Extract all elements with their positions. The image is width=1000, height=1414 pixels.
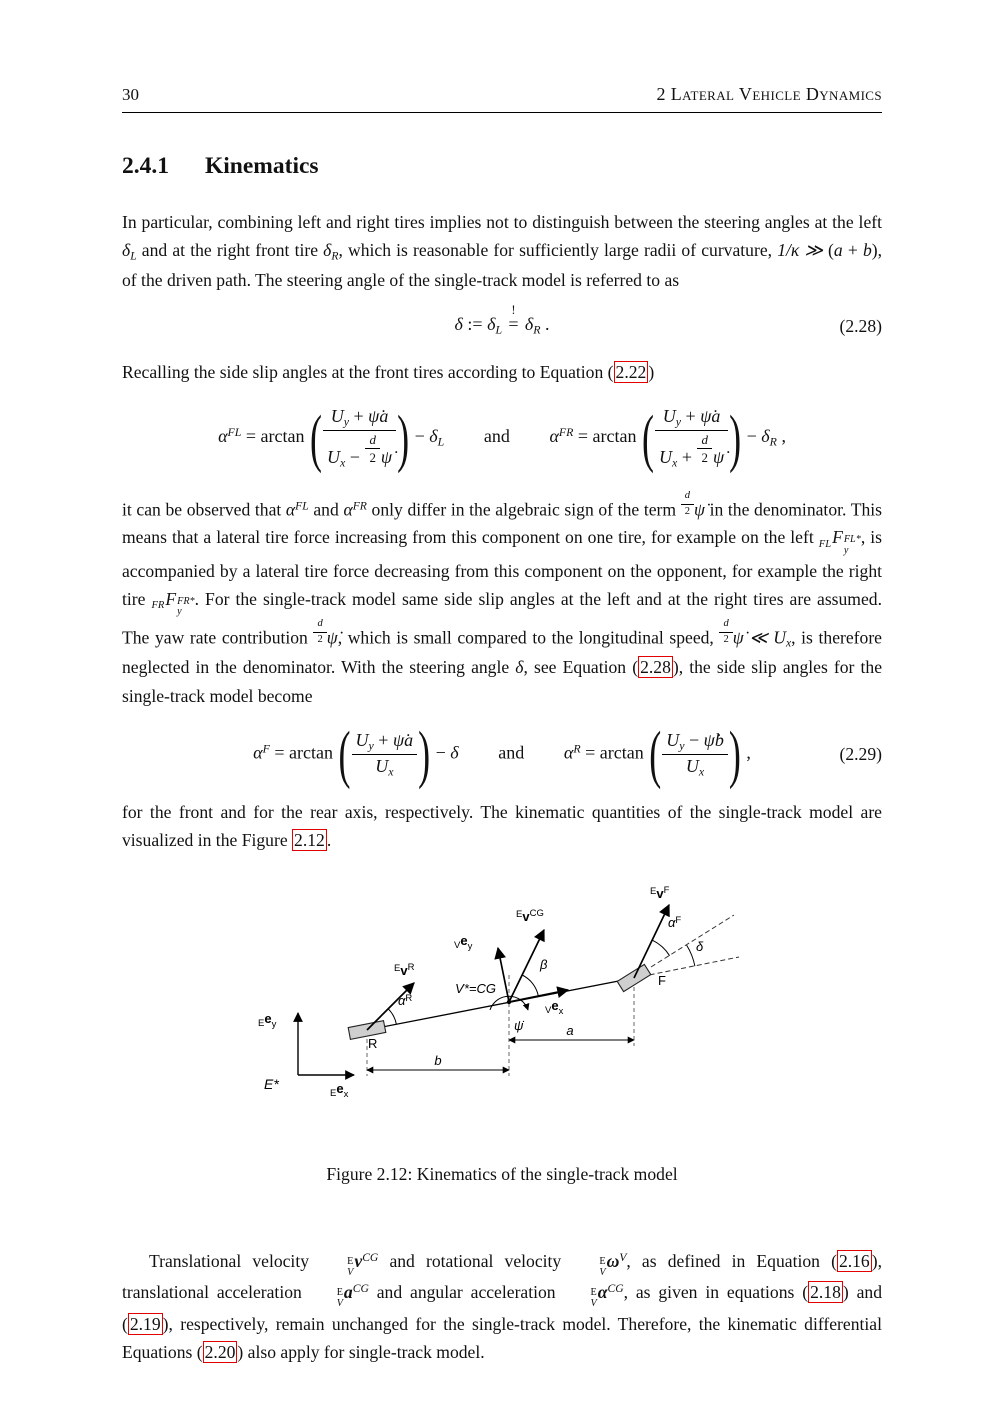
math-prescripts (310, 1288, 343, 1309)
fraction-denominator (365, 449, 379, 466)
math-italic-run: ψ̇ (712, 447, 725, 468)
dimension-a-label: a (566, 1022, 574, 1038)
vehicle-body-line (367, 978, 634, 1030)
math-subscript: y (343, 414, 350, 429)
fraction-numerator (697, 432, 711, 450)
alpha-rear-label: $\alpha^R$ (398, 992, 413, 1008)
rear-velocity-vector (367, 983, 414, 1030)
math-subscript: L (437, 434, 445, 449)
equation-2-29-body (184, 718, 820, 790)
text-run: = arctan (241, 426, 309, 447)
cg-point (507, 999, 511, 1003)
text-run: and angular acceleration (368, 1282, 564, 1303)
fraction-denominator (681, 505, 694, 519)
front-velocity-label: $^Ev^F$ (650, 884, 670, 901)
vehicle-x-axis-vector (509, 990, 568, 1002)
math-italic-run: δ (761, 426, 770, 447)
math-subscript: R (533, 322, 541, 337)
prescript-bottom: V (336, 1298, 343, 1310)
math-italic-run: U (330, 406, 344, 427)
stack-superscript: FR* (177, 595, 195, 607)
equation-ref[interactable]: 2.12 (294, 830, 325, 851)
big-parenthesis: ) (418, 718, 431, 790)
big-parenthesis: ) (728, 718, 741, 790)
equation-front-slip (122, 401, 882, 474)
math-italic-run: d (684, 489, 690, 501)
text-run: − (345, 447, 365, 468)
math-italic-run: d (369, 431, 376, 447)
fraction-numerator (681, 490, 694, 505)
text-run: . For the single-track model same side slip angles at the left and at the right tires are assumed. The yaw rate contribution (122, 588, 882, 648)
math-subscript: x (672, 455, 678, 470)
text-run: , is therefore neglected in the denominator. With the steering angle (122, 627, 882, 678)
text-run: and (483, 426, 510, 447)
big-parenthesis: ) (397, 401, 410, 474)
math-italic-run: U (355, 729, 369, 750)
text-run: = arctan (269, 742, 338, 763)
overset-top: ! (511, 303, 516, 317)
text-run: In particular, combining left and right tires implies not to distinguish between the steering angles at the left (122, 212, 882, 232)
rear-velocity-label: $^Ev^R$ (394, 961, 415, 978)
big-parenthesis: ( (310, 401, 322, 474)
math-pre-subscript: FR (151, 600, 165, 612)
section-heading (122, 153, 882, 180)
math-superscript: FR (558, 425, 574, 440)
text-run: . (326, 830, 332, 851)
kinematics-diagram (252, 883, 752, 1123)
fraction-denominator (697, 449, 711, 466)
fraction-denominator (719, 633, 732, 647)
prescript-bottom: V (347, 1266, 354, 1278)
text-run: ( (828, 240, 834, 261)
math-bold-run: α (597, 1282, 608, 1303)
fraction-numerator (352, 730, 418, 755)
fraction (719, 618, 732, 646)
figure-caption: Figure 2.12: Kinematics of the single-track model (326, 1163, 678, 1184)
text-run: ) and ( (122, 1282, 883, 1334)
beta-arc (522, 975, 538, 996)
earth-frame-axes (298, 1013, 354, 1075)
math-superscript: R (573, 741, 581, 756)
text-run: 2 (701, 450, 708, 466)
text-run: , which is small compared to the longitudinal speed, (337, 627, 720, 648)
equation-front-slip-body (184, 401, 820, 474)
math-sup-sub-stack (177, 597, 195, 618)
equation-2-28-number: (2.28) (839, 315, 882, 336)
math-superscript: V (619, 1250, 627, 1264)
text-run: 2 (369, 450, 376, 466)
math-italic-run: δ (524, 314, 534, 335)
math-italic-run: d (317, 618, 323, 630)
math-italic-run: U (662, 406, 676, 427)
prescript-top: E (590, 1287, 597, 1299)
equation-2-28-body (184, 303, 820, 338)
text-run: + (677, 447, 697, 468)
prescript-bottom: V (590, 1298, 597, 1310)
rear-axle-label: R (368, 1035, 378, 1051)
equation-ref[interactable]: 2.16 (838, 1250, 870, 1271)
text-run: − (410, 426, 430, 447)
text-run: − (431, 742, 451, 763)
text-run: + (349, 406, 369, 427)
math-prescripts (563, 1288, 596, 1309)
fraction (662, 730, 728, 779)
math-italic-run: b (862, 240, 872, 261)
math-italic-run: ψ̇a (392, 729, 414, 750)
math-italic-run: ψ̇a (700, 406, 721, 427)
text-run: ), translational acceleration (122, 1250, 882, 1303)
big-parenthesis: ( (642, 401, 655, 474)
paragraph-axes (122, 798, 882, 854)
math-italic-run: δ (450, 742, 459, 763)
text-run: 2 (684, 505, 690, 517)
math-italic-run: ψ̇ ≪ U (732, 627, 786, 648)
vehicle-x-axis-label: $_Ve_x$ (545, 997, 564, 1017)
equation-ref[interactable]: 2.20 (204, 1341, 236, 1362)
prescript-top: E (336, 1287, 343, 1299)
text-run: − (684, 729, 704, 750)
text-run: . (540, 314, 550, 335)
text-run: Recalling the side slip angles at the front tires according to Equation ( (122, 361, 614, 382)
paragraph-intro (122, 208, 882, 294)
math-italic-run: δ (122, 240, 131, 261)
stack-subscript: y (177, 606, 182, 618)
math-prescripts (572, 1257, 605, 1278)
text-run: ) also apply for single-track model. (237, 1341, 485, 1362)
math-italic-run: U (666, 729, 680, 750)
stack-superscript: FL* (843, 534, 861, 546)
text-run: and (308, 499, 344, 520)
math-italic-run: α (563, 742, 574, 763)
cg-velocity-label: $^Ev^{CG}$ (516, 907, 544, 924)
fraction (323, 406, 396, 470)
math-italic-run: F (832, 527, 843, 548)
math-italic-run: δ (429, 426, 438, 447)
delta-arc (687, 945, 695, 966)
math-italic-run: ψ̇ (326, 627, 338, 648)
figure-2-12 (122, 883, 882, 1185)
math-italic-run: δ (515, 657, 524, 678)
math-subscript: x (698, 764, 705, 779)
big-parenthesis: ) (729, 401, 742, 474)
fraction (681, 490, 694, 518)
text-run: 2 (317, 633, 323, 645)
equation-2-28 (122, 303, 882, 338)
math-subscript: R (331, 249, 339, 263)
equation-ref[interactable]: 2.19 (129, 1313, 161, 1334)
fraction-denominator (655, 431, 728, 470)
fraction (365, 432, 379, 466)
overset-base: = (508, 314, 519, 335)
beta-label: β (540, 956, 548, 972)
math-subscript: x (786, 636, 792, 650)
math-italic-run: d (701, 431, 708, 447)
alpha-rear-arc (388, 1008, 396, 1024)
text-run: only differ in the algebraic sign of the term (366, 499, 681, 520)
math-italic-run: α (549, 426, 559, 447)
text-run: = arctan (573, 426, 642, 447)
math-italic-run: α (253, 742, 263, 763)
section-title: Kinematics (205, 153, 319, 179)
math-italic-run: δ (454, 314, 463, 335)
equation-2-29-number: (2.29) (839, 743, 882, 764)
vehicle-y-axis-vector (498, 948, 509, 1002)
cg-label: V*=CG (455, 980, 496, 996)
math-italic-run: α (343, 499, 353, 520)
math-italic-run: ψ̇ (694, 499, 705, 520)
text-run: , see Equation ( (523, 657, 639, 678)
text-run: Translational velocity (149, 1250, 321, 1271)
fraction-numerator (655, 406, 728, 431)
fraction-numerator (719, 618, 732, 633)
section-number: 2.4.1 (122, 153, 169, 179)
math-italic-run: U (659, 447, 673, 468)
overset-equals (508, 303, 519, 335)
math-subscript: R (769, 434, 777, 449)
fraction-numerator (365, 432, 379, 450)
text-run: − (742, 426, 762, 447)
earth-x-axis-label: $_Ee_x$ (330, 1080, 349, 1100)
earth-y-axis-label: $_Ee_y$ (258, 1010, 277, 1030)
math-pre-subscript: FL (818, 538, 832, 550)
math-superscript: CG (352, 1282, 369, 1296)
text-run: = arctan (580, 742, 649, 763)
math-italic-run: α (285, 499, 296, 520)
math-italic-run: a (833, 240, 848, 261)
equation-ref[interactable]: 2.28 (640, 657, 671, 678)
text-run: + (681, 406, 701, 427)
prescript-bottom: V (599, 1266, 606, 1278)
big-parenthesis: ( (338, 718, 351, 790)
text-run: for the front and for the rear axis, respectively. The kinematic quantities of the single-track model are visualized in the Figure (122, 802, 882, 851)
math-bold-run: a (343, 1282, 353, 1303)
running-header: 2 Lateral Vehicle Dynamics (656, 84, 882, 104)
math-subscript: y (368, 738, 374, 753)
text-run: + (847, 240, 863, 261)
math-superscript: CG (362, 1250, 379, 1264)
text-run: , (776, 426, 786, 447)
math-italic-run: U (327, 447, 340, 468)
equation-2-29 (122, 718, 882, 790)
text-run: and rotational velocity (378, 1250, 573, 1271)
cg-velocity-vector (509, 930, 544, 1002)
math-italic-run: 1/κ ≫ (777, 240, 829, 261)
page-header (122, 84, 882, 113)
math-superscript: F (262, 741, 270, 756)
earth-frame-label: E* (264, 1075, 279, 1092)
text-run: ), of the driven path. The steering angle of the single-track model is referred to as (122, 240, 882, 291)
math-italic-run: α (218, 426, 228, 447)
text-run: it can be observed that (122, 499, 286, 520)
paragraph-recalling (122, 358, 882, 386)
text-run: + (373, 729, 393, 750)
math-prescripts (320, 1257, 353, 1278)
math-superscript: CG (607, 1282, 624, 1296)
math-subscript: x (388, 764, 394, 779)
math-subscript: x (340, 455, 346, 470)
text-run: , is accompanied by a lateral tire force decreasing from this component on the opponent, for example the right tire (122, 527, 882, 609)
fraction-numerator (662, 730, 728, 755)
prescript-top: E (347, 1255, 354, 1267)
math-subscript: L (495, 322, 503, 337)
math-superscript: FL (295, 499, 309, 513)
math-italic-run: d (723, 618, 729, 630)
math-italic-run: ψ̇b (703, 729, 724, 750)
yaw-rate-label: ψ̇ (514, 1017, 524, 1033)
math-superscript: FL (227, 425, 242, 440)
math-italic-run: δ (323, 240, 332, 261)
big-parenthesis: ( (649, 718, 662, 790)
alpha-front-arc (652, 940, 669, 956)
math-bold-run: ω (606, 1250, 620, 1271)
text-run: 2 (723, 633, 729, 645)
fraction-denominator (662, 755, 728, 779)
text-run: ), the side slip angles for the single-track model become (122, 657, 883, 706)
fraction-numerator (323, 406, 396, 431)
fraction (352, 730, 418, 779)
fraction (313, 618, 326, 646)
text-run: and at the right front tire (136, 240, 324, 261)
fraction (655, 406, 728, 470)
text-run: ), respectively, remain unchanged for the single-track model. Therefore, the kinematic differential Equations ( (122, 1313, 882, 1362)
text-run: and (498, 742, 525, 763)
math-italic-run: ψ̇ (380, 447, 393, 468)
wheel-plane-extension (651, 915, 734, 967)
text-run: , as defined in Equation ( (626, 1250, 837, 1271)
text-run: := (462, 314, 488, 335)
math-italic-run: U (375, 755, 389, 776)
math-superscript: FR (352, 499, 367, 513)
text-run: , as given in equations ( (623, 1282, 809, 1303)
page-number: 30 (122, 85, 139, 104)
prescript-top: E (599, 1255, 606, 1267)
math-subscript: y (679, 738, 685, 753)
text-run: , which is reasonable for sufficiently large radii of curvature, (338, 240, 778, 261)
rear-wheel (348, 1020, 386, 1039)
math-sup-sub-stack (844, 535, 861, 556)
text-run: ) (648, 361, 655, 382)
fraction-denominator (313, 633, 326, 647)
fraction-denominator (352, 755, 418, 779)
front-axle-label: F (658, 972, 666, 988)
fraction-denominator (323, 431, 396, 470)
stack-subscript: y (843, 544, 849, 556)
math-bold-run: v (354, 1250, 363, 1271)
paragraph-conclusion (122, 1247, 882, 1367)
text-run: in the denominator. This means that a lateral tire force increasing from this component on one tire, for example on the left (122, 499, 883, 548)
vehicle-y-axis-label: $_Ve_y$ (454, 932, 473, 952)
delta-label: δ (696, 938, 704, 954)
equation-ref[interactable]: 2.18 (810, 1282, 841, 1303)
fraction-numerator (313, 618, 326, 633)
equation-ref[interactable]: 2.22 (615, 361, 647, 382)
paragraph-observation (122, 490, 882, 710)
math-subscript: L (130, 249, 137, 263)
math-italic-run: U (685, 755, 699, 776)
math-italic-run: ψ̇a (368, 406, 389, 427)
math-italic-run: F (165, 588, 177, 609)
alpha-front-label: $\alpha^F$ (668, 914, 682, 930)
math-italic-run: δ (487, 314, 496, 335)
math-subscript: y (675, 414, 682, 429)
fraction (697, 432, 711, 466)
text-run: , (741, 742, 751, 763)
dimension-b-label: b (434, 1052, 442, 1068)
